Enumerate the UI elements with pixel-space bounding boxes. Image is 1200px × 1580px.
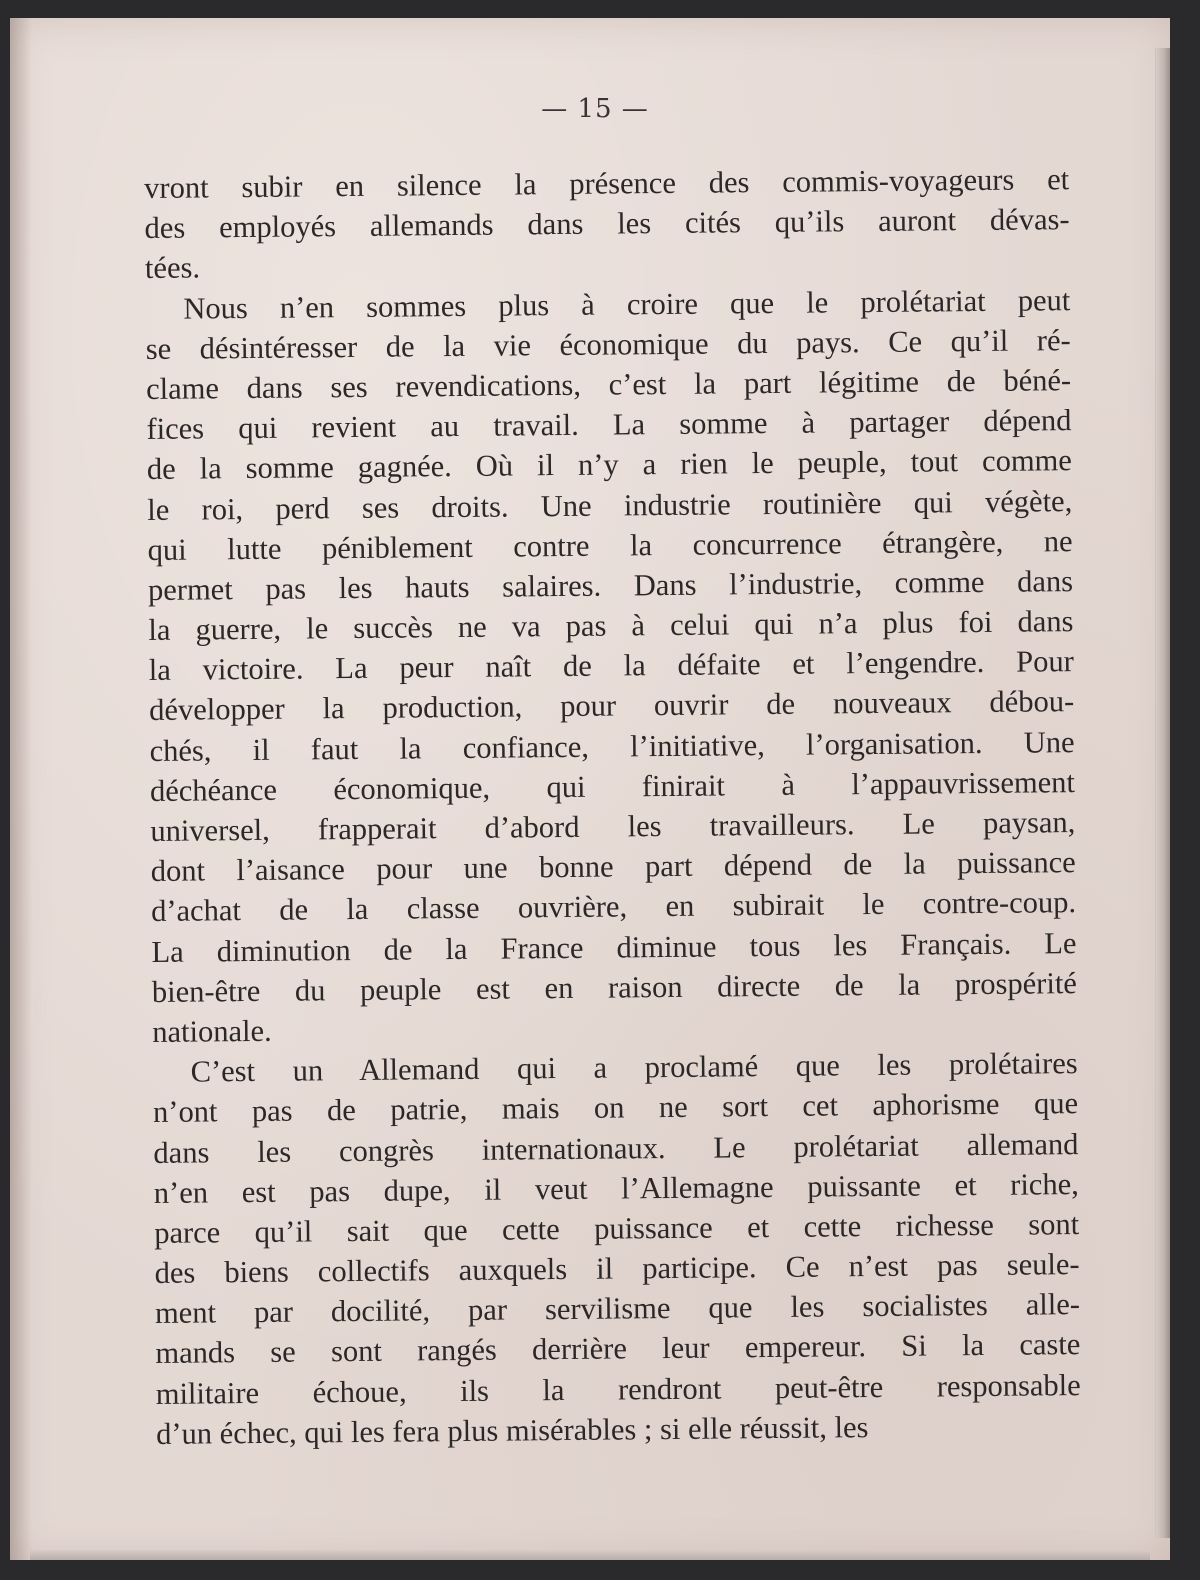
- text-line: se désintéresser de la vie économique du pays. Ce qu’il ré-: [145, 322, 1071, 366]
- text-line: nationale.: [152, 1013, 272, 1049]
- text-line: qui lutte péniblement contre la concurrence étrangère, ne: [147, 523, 1073, 567]
- body-text: [144, 159, 1081, 1454]
- page-edge-right: [1155, 48, 1170, 1538]
- text-line: C’est un Allemand qui a proclamé que les prolétaires: [190, 1046, 1078, 1089]
- text-line: tées.: [144, 250, 201, 286]
- text-line: fices qui revient au travail. La somme à partager dépend: [146, 403, 1072, 447]
- text-line: n’ont pas de patrie, mais on ne sort cet aphorisme que: [152, 1086, 1079, 1130]
- text-line: développer la production, pour ouvrir de nouveaux débou-: [149, 684, 1075, 728]
- paragraph: [144, 159, 1070, 288]
- text-line: le roi, perd ses droits. Une industrie routinière qui végète,: [147, 483, 1073, 527]
- text-line: Nous n’en sommes plus à croire que le prolétariat peut: [183, 282, 1071, 326]
- text-line: parce qu’il sait que cette puissance et cette richesse sont: [154, 1206, 1080, 1250]
- text-line: la victoire. La peur naît de la défaite et l’engendre. Pour: [148, 644, 1074, 688]
- text-line: universel, frapperait d’abord les travailleurs. Le paysan,: [150, 805, 1076, 848]
- text-line: des biens collectifs auxquels il participe. Ce n’est pas seule-: [154, 1247, 1080, 1291]
- book-page: [10, 18, 1170, 1560]
- text-line: clame dans ses revendications, c’est la part légitime de béné-: [145, 363, 1072, 406]
- page-gutter-shadow: [10, 18, 32, 1560]
- paragraph: [152, 1043, 1081, 1454]
- text-line: vront subir en silence la présence des commis-voyageurs et: [144, 162, 1070, 205]
- text-line: la guerre, le succès ne va pas à celui qui n’a plus foi dans: [148, 604, 1074, 648]
- text-line: n’en est pas dupe, il veut l’Allemagne puissante et riche,: [153, 1166, 1079, 1210]
- text-line: La diminution de la France diminue tous les Français. Le: [151, 925, 1077, 969]
- text-line: d’achat de la classe ouvrière, en subirait le contre-coup.: [150, 885, 1077, 929]
- text-line: bien-être du peuple est en raison directe de la prospérité: [151, 965, 1078, 1009]
- text-line: d’un échec, qui les fera plus misérables ; si elle réussit, les: [155, 1409, 869, 1451]
- page-number: — 15 —: [541, 94, 649, 124]
- text-line: de la somme gagnée. Où il n’y a rien le peuple, tout comme: [146, 443, 1073, 487]
- paragraph: [145, 280, 1077, 1052]
- text-line: des employés allemands dans les cités qu’ils auront dévas-: [144, 202, 1070, 246]
- text-line: déchéance économique, qui finirait à l’appauvrissement: [149, 764, 1076, 808]
- page-edge-bottom: [30, 1550, 1150, 1560]
- text-line: ment par docilité, par servilisme que les socialistes alle-: [154, 1287, 1081, 1331]
- text-line: dans les congrès internationaux. Le prolétariat allemand: [153, 1126, 1079, 1170]
- text-line: permet pas les hauts salaires. Dans l’industrie, comme dans: [147, 563, 1074, 607]
- text-line: militaire échoue, ils la rendront peut-être responsable: [155, 1367, 1081, 1411]
- text-line: dont l’aisance pour une bonne part dépend de la puissance: [150, 845, 1076, 889]
- text-line: mands se sont rangés derrière leur empereur. Si la caste: [155, 1327, 1081, 1371]
- text-line: chés, il faut la confiance, l’initiative, l’organisation. Une: [149, 724, 1075, 768]
